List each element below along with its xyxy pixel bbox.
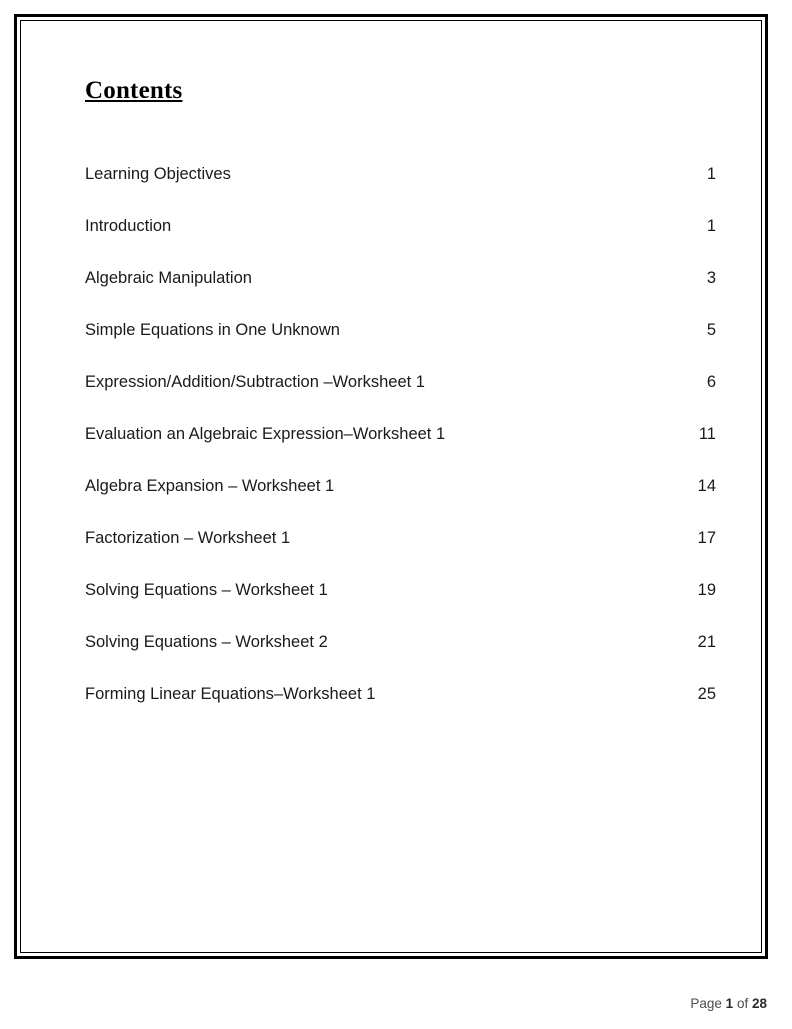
toc-entry-page: 19 [697,581,716,599]
footer-current-page: 1 [725,996,734,1011]
toc-entry-page: 3 [706,269,716,287]
toc-entry-label: Algebra Expansion – Worksheet 1 [85,477,335,495]
page-title: Contents [85,77,183,104]
toc-entry[interactable] [85,165,717,184]
toc-entry[interactable] [85,685,717,704]
footer-middle: of [736,996,749,1011]
toc-entry-label: Expression/Addition/Subtraction –Worksheet 1 [85,373,425,391]
toc-entry-page: 25 [697,685,716,703]
toc-entry-page: 1 [706,217,716,235]
table-of-contents [85,165,717,704]
toc-entry[interactable] [85,477,717,496]
toc-entry-label: Introduction [85,217,172,235]
page-footer [690,996,767,1011]
toc-entry-label: Algebraic Manipulation [85,269,252,287]
toc-entry[interactable] [85,581,717,600]
toc-entry-page: 21 [697,633,716,651]
toc-entry[interactable] [85,217,717,236]
toc-entry[interactable] [85,373,717,392]
toc-entry-label: Solving Equations – Worksheet 1 [85,581,328,599]
toc-entry-page: 5 [706,321,716,339]
toc-entry-label: Forming Linear Equations–Worksheet 1 [85,685,376,703]
page-content [85,77,717,704]
toc-entry[interactable] [85,321,717,340]
toc-entry[interactable] [85,529,717,548]
page-border-frame [14,14,768,959]
footer-total-pages: 28 [751,996,767,1011]
toc-entry[interactable] [85,425,717,444]
toc-entry[interactable] [85,633,717,652]
toc-entry-label: Factorization – Worksheet 1 [85,529,291,547]
toc-entry-label: Evaluation an Algebraic Expression–Worksheet 1 [85,425,446,443]
toc-entry-page: 14 [697,477,716,495]
toc-entry-label: Learning Objectives [85,165,231,183]
toc-entry-page: 1 [706,165,716,183]
toc-entry-page: 11 [698,425,716,443]
toc-entry[interactable] [85,269,717,288]
toc-entry-label: Simple Equations in One Unknown [85,321,340,339]
toc-entry-page: 17 [697,529,716,547]
toc-entry-label: Solving Equations – Worksheet 2 [85,633,328,651]
toc-entry-page: 6 [706,373,716,391]
footer-prefix: Page [690,996,722,1011]
